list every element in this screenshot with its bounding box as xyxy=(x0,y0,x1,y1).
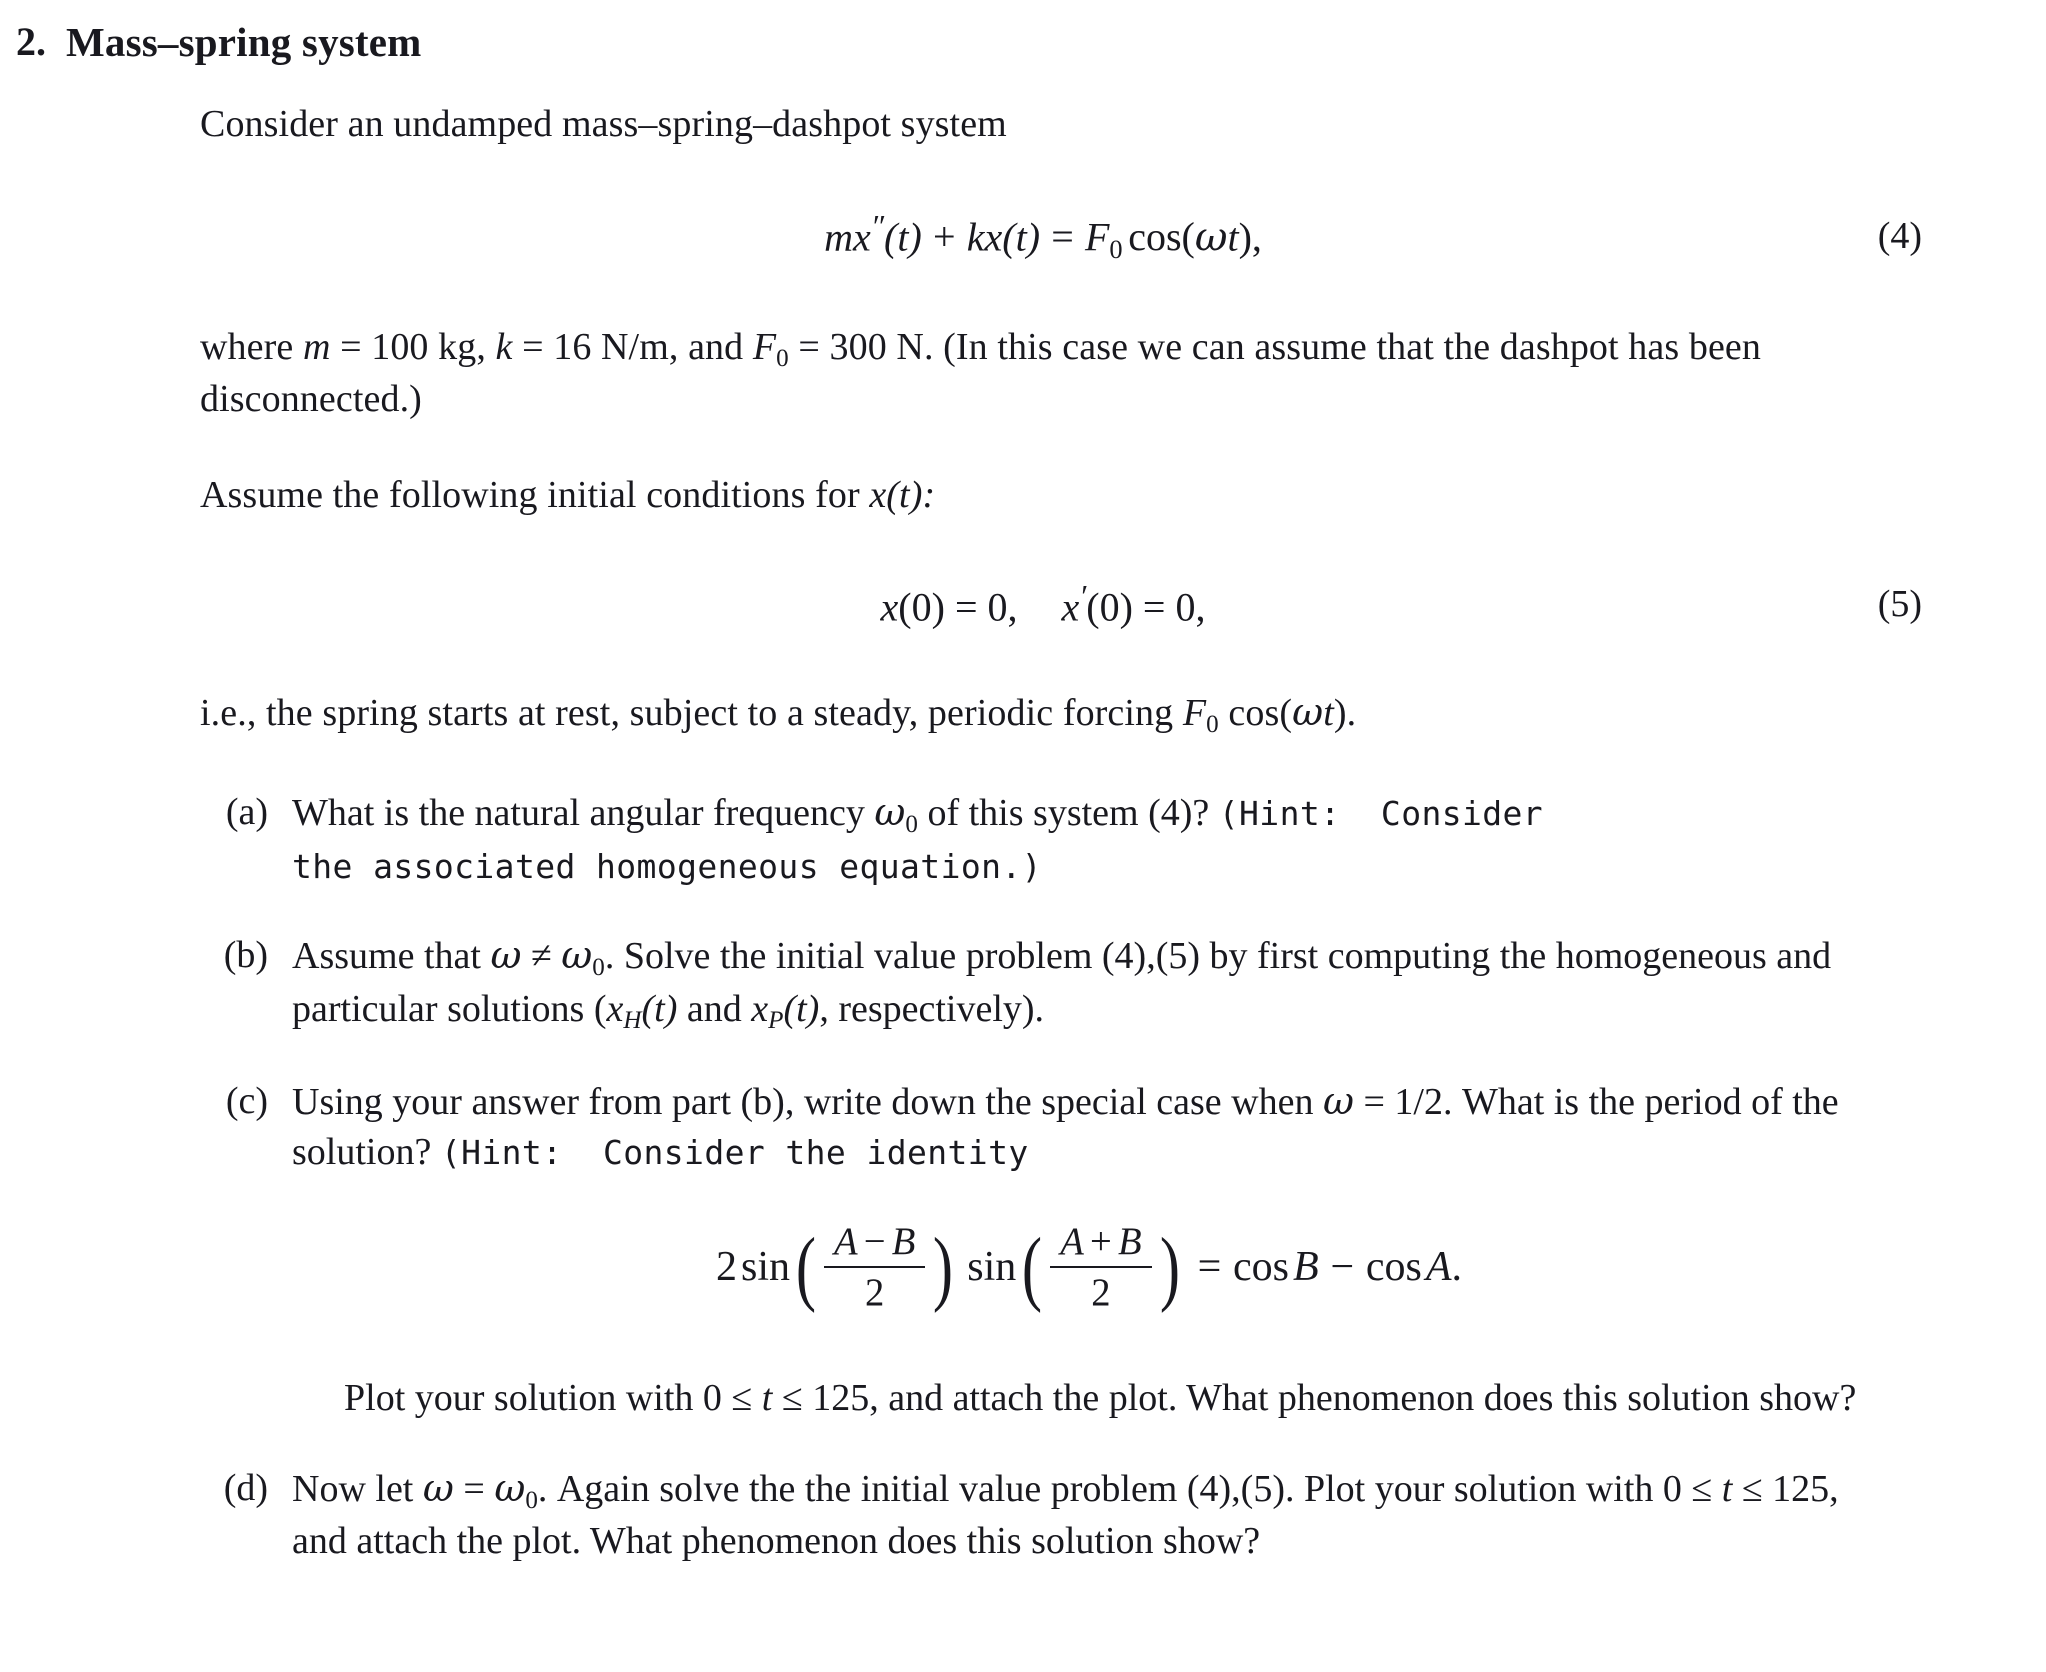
eq5-condition-1: (0) = 0, xyxy=(898,584,1018,630)
eq4-double-prime: ″ xyxy=(870,207,885,244)
eq4-k: k xyxy=(966,214,985,260)
identity-right-paren-2: ) xyxy=(1159,1220,1180,1314)
ie-t: t xyxy=(1323,692,1334,735)
where-F-value: = 300 N. (In this case we can assume that the dashpot has been disconnected.) xyxy=(200,325,1761,421)
assume-paragraph xyxy=(200,471,1886,520)
part-a-body xyxy=(292,788,1886,891)
identity-fraction-2-denominator: 2 xyxy=(1050,1266,1151,1313)
identity-left-paren-2: ( xyxy=(1022,1220,1043,1314)
equation-5-tag: (5) xyxy=(1877,583,1922,626)
part-a xyxy=(200,788,1886,891)
eq4-equals: = xyxy=(1051,214,1074,260)
eq4-t3: t xyxy=(1227,214,1239,260)
assume-prefix: Assume the following initial conditions for xyxy=(200,473,870,516)
eq5-prime: ′ xyxy=(1079,577,1087,614)
intro-paragraph: Consider an undamped mass–spring–dashpot system xyxy=(200,103,1007,146)
part-c-plot-paragraph xyxy=(292,1374,1886,1423)
where-m-symbol: m xyxy=(302,325,331,368)
part-b-label: (b) xyxy=(223,934,268,977)
part-c-omega: ω xyxy=(1322,1079,1354,1124)
ie-prefix: i.e., the spring starts at rest, subject to a steady, periodic forcing xyxy=(200,692,1183,735)
part-a-hint-consider: Consider xyxy=(1380,794,1544,834)
part-d-t: t xyxy=(1721,1467,1733,1510)
part-a-text-2: of this system (4)? xyxy=(917,792,1219,835)
ie-omega: ω xyxy=(1292,690,1324,735)
part-c-plot-text-1: Plot your solution with 0 ≤ xyxy=(344,1377,762,1420)
part-d-text-2: . Again solve the the initial value problem (4),(5). Plot your solution with 0 ≤ xyxy=(537,1467,1722,1510)
identity-fraction-1-numerator xyxy=(824,1223,925,1266)
ie-F-symbol: F xyxy=(1182,692,1207,735)
part-c-hint-identity-intro: Consider the identity xyxy=(602,1132,1029,1172)
identity-period: . xyxy=(1451,1244,1463,1291)
part-d-body xyxy=(292,1464,1886,1567)
where-F-subscript: 0 xyxy=(776,344,789,372)
eq4-close: ), xyxy=(1238,214,1262,260)
part-a-label: (a) xyxy=(225,791,268,834)
part-c xyxy=(200,1077,1886,1423)
parts-list xyxy=(200,788,1886,1567)
problem-heading xyxy=(0,18,2046,66)
where-F-symbol: F xyxy=(752,325,777,368)
part-a-omega: ω xyxy=(874,790,906,835)
part-b-omega: ω xyxy=(490,933,522,978)
identity-fraction-1 xyxy=(824,1223,925,1312)
eq4-t1: (t) xyxy=(884,214,922,260)
part-b-xH-subscript: H xyxy=(623,1006,642,1034)
identity-fraction-1-denominator: 2 xyxy=(824,1266,925,1313)
part-b-omega0: ω xyxy=(561,933,593,978)
eq4-F-subscript: 0 xyxy=(1109,233,1123,264)
identity-plus-2: + xyxy=(1090,1221,1112,1264)
identity-equals: = xyxy=(1197,1244,1222,1291)
part-b-xP-arg: (t) xyxy=(783,987,820,1030)
identity-A-1: A xyxy=(833,1221,858,1264)
part-d-text-3: ≤ 125, and attach the plot. What phenomenon does this solution show? xyxy=(292,1467,1839,1563)
identity-B-2: B xyxy=(1118,1221,1142,1264)
part-b-text-2: . Solve the initial value problem (4),(5) by first computing the homogeneous and particular solutions ( xyxy=(292,935,1832,1030)
where-k-symbol: k xyxy=(495,325,513,368)
part-b-xP: x xyxy=(751,987,769,1030)
eq4-m: m xyxy=(824,214,853,260)
part-b-text-3: and xyxy=(677,987,752,1030)
identity-minus-rhs: − xyxy=(1330,1244,1355,1291)
part-c-plot-t: t xyxy=(761,1377,773,1420)
part-c-text-1: Using your answer from part (b), write down the special case when xyxy=(292,1081,1323,1124)
part-b-xH-arg: (t) xyxy=(641,987,678,1030)
problem-number: 2. xyxy=(16,19,46,64)
part-c-body xyxy=(292,1077,1886,1423)
identity-sin-1: sin xyxy=(740,1244,790,1291)
initial-conditions-intro xyxy=(200,471,1886,520)
equation-4-block xyxy=(200,207,1922,265)
ie-paragraph xyxy=(200,688,1886,742)
identity-sin-2: sin xyxy=(967,1244,1017,1291)
part-d-omega0-subscript: 0 xyxy=(525,1486,538,1514)
identity-B-1: B xyxy=(891,1221,916,1264)
document-page xyxy=(0,18,2046,1672)
part-b-text-4: , respectively). xyxy=(819,987,1045,1030)
part-c-label: (c) xyxy=(225,1080,268,1123)
intro-section xyxy=(200,100,1886,149)
part-b xyxy=(200,931,1886,1037)
eq4-t2: (t) xyxy=(1002,214,1041,260)
equation-4 xyxy=(200,207,1922,265)
eq4-x1: x xyxy=(852,214,871,260)
equation-4-tag: (4) xyxy=(1877,215,1922,258)
assume-suffix: (t): xyxy=(886,473,936,516)
part-c-hint-keyword: (Hint: xyxy=(440,1132,563,1172)
eq4-omega: ω xyxy=(1194,214,1228,261)
where-paragraph xyxy=(200,323,1886,425)
part-a-hint-keyword: (Hint: xyxy=(1218,794,1341,834)
identity-A-rhs: A xyxy=(1425,1244,1452,1291)
where-m-value: = 100 kg, xyxy=(330,325,496,368)
ie-section xyxy=(200,688,1886,742)
assume-x-symbol: x xyxy=(869,473,887,516)
identity-B-rhs: B xyxy=(1293,1244,1319,1291)
identity-A-2: A xyxy=(1060,1221,1084,1264)
part-a-omega-subscript: 0 xyxy=(905,811,918,839)
ie-cos: cos( xyxy=(1218,692,1293,735)
part-d-omega: ω xyxy=(422,1465,454,1510)
ie-F-subscript: 0 xyxy=(1206,711,1219,739)
part-d xyxy=(200,1464,1886,1567)
part-b-xP-subscript: P xyxy=(768,1006,784,1034)
part-d-text-1: Now let xyxy=(292,1467,423,1510)
equation-5-block xyxy=(200,577,1922,630)
eq5-condition-2: (0) = 0, xyxy=(1086,584,1206,630)
part-a-hint-rest: the associated homogeneous equation.) xyxy=(292,846,1042,886)
equation-5 xyxy=(200,577,1922,630)
eq5-x2: x xyxy=(1061,584,1080,630)
ie-end: ). xyxy=(1333,692,1357,735)
where-k-value: = 16 N/m, and xyxy=(512,325,753,368)
part-c-plot-text-2: ≤ 125, and attach the plot. What phenomenon does this solution show? xyxy=(772,1377,1857,1420)
identity-left-paren-1: ( xyxy=(795,1220,817,1314)
identity-cos-1: cos xyxy=(1233,1244,1290,1291)
trig-identity-equation xyxy=(292,1220,1886,1314)
part-b-body xyxy=(292,931,1886,1037)
identity-cos-2: cos xyxy=(1365,1244,1422,1291)
part-b-xH: x xyxy=(606,987,624,1030)
part-d-equals: = xyxy=(453,1467,495,1510)
page-title: Mass–spring system xyxy=(66,19,422,65)
identity-fraction-2-numerator xyxy=(1050,1223,1151,1266)
part-b-omega0-subscript: 0 xyxy=(592,954,605,982)
eq5-x1: x xyxy=(880,584,899,630)
eq4-F: F xyxy=(1084,214,1110,260)
part-b-neq: ≠ xyxy=(521,935,562,978)
identity-right-paren-1: ) xyxy=(933,1220,954,1314)
eq4-x2: x xyxy=(984,214,1003,260)
part-d-omega0: ω xyxy=(494,1465,526,1510)
part-b-text-1: Assume that xyxy=(292,935,491,978)
eq4-cos: cos( xyxy=(1128,214,1195,260)
identity-coefficient: 2 xyxy=(715,1244,737,1291)
part-d-label: (d) xyxy=(223,1466,268,1509)
part-a-text-1: What is the natural angular frequency xyxy=(292,792,875,835)
eq4-plus: + xyxy=(933,214,956,260)
identity-fraction-2 xyxy=(1050,1223,1151,1312)
identity-minus-1: − xyxy=(863,1221,886,1264)
parameters-section xyxy=(200,323,1886,425)
part-c-text-2: = 1/2. What is the period of the solution? xyxy=(292,1081,1839,1173)
where-prefix: where xyxy=(200,325,303,368)
